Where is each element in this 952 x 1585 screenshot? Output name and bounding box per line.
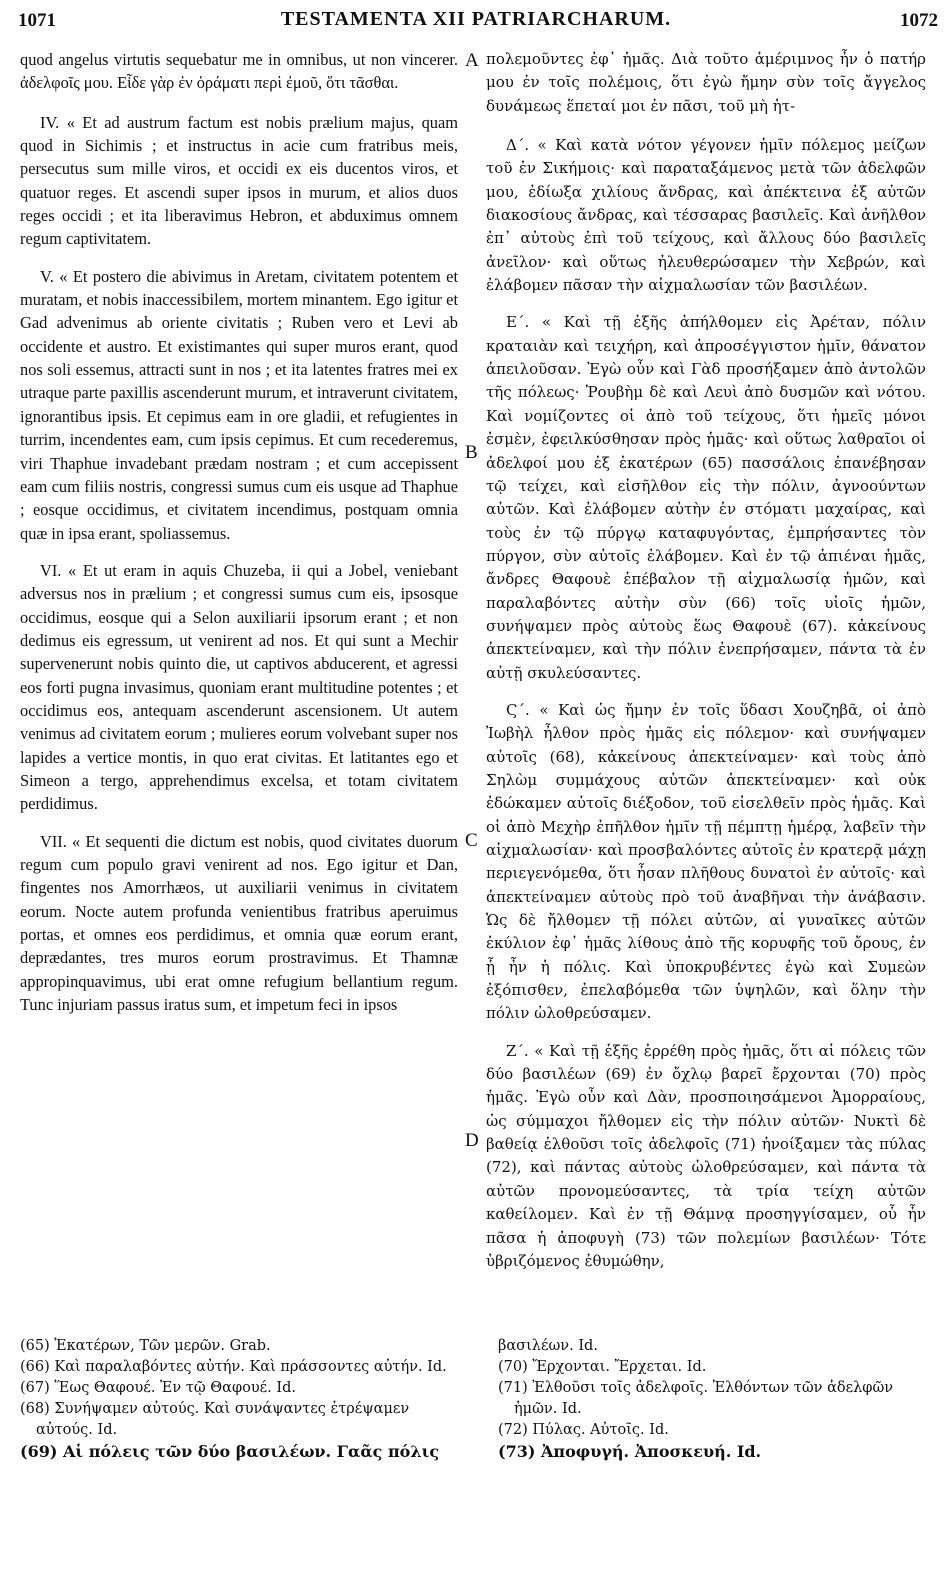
footnote-66: (66) Καὶ παραλαβόντες αὐτήν. Καὶ πράσσοντες αὐτήν. Id. — [20, 1359, 447, 1375]
footnote-68: (68) Συνήψαμεν αὐτούς. Καὶ συνάψαντες ἐτρέψαμεν αὐτούς. Id. — [20, 1401, 410, 1438]
footnote-65: (65) Ἑκατέρων, Τῶν μερῶν. Grab. — [20, 1338, 271, 1354]
latin-paragraph-iv: IV. « Et ad austrum factum est nobis prælium majus, quam quod in Sichimis ; et instructus in acie cum fratribus meis, persecutus sum mille viros, et occidi ex eis ducentos viros, et quatuor reges. Et ascendi super ipsos in murum, et alios duos reges occidi ; et ita liberavimus Hebron, et abduximus omnem regum captivitatem. — [20, 112, 458, 249]
page-header — [10, 6, 942, 36]
section-marker-c: C — [465, 830, 478, 851]
footnotes-right — [498, 1336, 928, 1462]
footnote-69: (69) Αἱ πόλεις τῶν δύο βασιλέων. Γαᾶς πόλις — [20, 1442, 440, 1461]
latin-column — [20, 48, 458, 1030]
footnote-70: (70) Ἔρχονται. Ἔρχεται. Id. — [498, 1359, 707, 1375]
greek-column — [486, 48, 926, 1287]
section-marker-b: B — [465, 442, 478, 463]
footnote-71: (71) Ἐλθοῦσι τοῖς ἀδελφοῖς. Ἐλθόντων τῶν ἀδελφῶν ἡμῶν. Id. — [498, 1380, 894, 1417]
greek-paragraph-5: Ε΄. « Καὶ τῇ ἐξῆς ἀπήλθομεν εἰς Ἀρέταν, πόλιν κραταιὰν καὶ τειχήρη, καὶ ἀπροσέγγιστον ἡμῖν, θάνατον ἀπειλοῦσαν. Ἐγὼ οὖν καὶ Γὰδ προσήξαμεν ἀπὸ ἀντολῶν τῆς πόλεως· Ῥουβὴμ δὲ καὶ Λευὶ ἀπὸ δυσμῶν καὶ νότου. Καὶ νομίζοντες οἱ ἀπὸ τοῦ τείχους, ὅτι ἡμεῖς μόνοι ἐσμὲν, ἐφειλκύσθησαν πρὸς ἡμᾶς· καὶ οὕτως λαθραῖοι οἱ ἀδελφοί μου ἐξ ἑκατέρων (65) πασσάλοις ἐπανέβησαν τῷ τείχει, καὶ εἰσῆλθον εἰς τὴν πόλιν, ἀγνοούντων αὐτῶν. Καὶ ἐλάβομεν αὐτὴν ἐν στόματι μαχαίρας, καὶ τοὺς ἐν τῷ πύργῳ καταφυγόντας, ἐμπρήσαντες τὸν πύργον, σὺν αὐτοῖς ἐλάβομεν. Καὶ ἐν τῷ ἀπιέναι ἡμᾶς, ἄνδρες Θαφουὲ ἐπέβαλον τῇ αἰχμαλωσίᾳ ἡμῶν, καὶ παραλαβόντες αὐτὴν σὺν (66) τοῖς υἱοῖς ἡμῶν, συνήψαμεν πρὸς αὐτοὺς ἕως Θαφουὲ (67). κἀκείνους ἀπεκτείναμεν, καὶ τὴν πόλιν ἐνεπρήσαμεν, πάντα τὰ ἐν αὐτῇ σκυλεύσαντες. — [486, 313, 926, 682]
page-number-right: 1072 — [900, 10, 938, 31]
footnote-67: (67) Ἕως Θαφουέ. Ἐν τῷ Θαφουέ. Id. — [20, 1380, 297, 1396]
latin-paragraph-vii: VII. « Et sequenti die dictum est nobis, quod civitates duorum regum cum populo gravi venirent ad nos. Ego igitur et Dan, fingentes nos Amorrhæos, ut auxiliarii venimus in civitatem eorum. Nocte autem profunda venientibus fratribus aperuimus portas, et omnes eos perdidimus, et omnia quæ eorum erant, deprædantes, tres muros eorum prostravimus. Et Thamnæ appropinquavimus, ubi erat omne refugium bellantium regum. Tunc injuriam passus iratus sum, et impetum feci in ipsos — [20, 831, 458, 1015]
section-marker-d: D — [465, 1130, 479, 1151]
running-title: TESTAMENTA XII PATRIARCHARUM. — [280, 8, 672, 30]
greek-paragraph-4: Δ΄. « Καὶ κατὰ νότον γέγονεν ἡμῖν πόλεμος μείζων τοῦ ἐν Σικήμοις· καὶ παραταξάμενος μετὰ τῶν ἀδελφῶν μου, ἐδίωξα χιλίους ἄνδρας, καὶ ἀπέκτεινα ἐξ αὐτῶν διακοσίους ἄνδρας, καὶ τέσσαρας βασιλεῖς. Καὶ ἀνῆλθον ἐπ᾽ αὐτοὺς ἐπὶ τοῦ τείχους, καὶ ἄλλους δύο βασιλεῖς ἀνεῖλον· καὶ οὕτως ἠλευθερώσαμεν τὴν Χεβρών, καὶ ἐλάβομεν πᾶσαν τὴν αἰχμαλωσίαν τῶν βασιλέων. — [486, 136, 926, 295]
latin-paragraph-v: V. « Et postero die abivimus in Aretam, civitatem potentem et muratam, et nobis inaccessibilem, mortem minantem. Ego igitur et Gad advenimus ab oriente civitatis ; Ruben vero et Levi ab occidente et austro. Et existimantes qui super muros erant, quod nos soli essemus, attracti sunt in nos ; et ita latentes fratres mei ex utraque parte paxillis ascenderunt murum, et intraverunt civitatem, ignorantibus ipsis. Et cepimus eam in ore gladii, et refugientes in turrim, incendentes eam, cum ipsis cepimus. Et cum recederemus, viri Thaphue invadebant prædam nostram ; et cum accepissent eam cum filiis nostris, congressi sumus cum eis usque ad Thaphue ; eosque occidimus, et civitatem incendimus, postquam omnia quæ in ipsa erant, spoliassemus. — [20, 266, 458, 543]
greek-paragraph-6: Ϛ΄. « Καὶ ὡς ἤμην ἐν τοῖς ὕδασι Χουζηβᾶ, οἱ ἀπὸ Ἰωβὴλ ἦλθον πρὸς ἡμᾶς εἰς πόλεμον· καὶ συνήψαμεν αὐτοῖς (68), κἀκείνους ἀπεκτείναμεν· καὶ τοὺς ἀπὸ Σηλὼμ συμμάχους αὐτῶν ἀπεκτείναμεν· καὶ οὐκ ἐδώκαμεν αὐτοῖς διέξοδον, τοῦ εἰσελθεῖν πρὸς ἡμᾶς. Καὶ οἱ ἀπὸ Μεχὴρ ἐπῆλθον ἡμῖν τῇ πέμπτῃ ἡμέρᾳ, λαβεῖν τὴν αἰχμαλωσίαν· καὶ προσβαλόντες αὐτοῖς ἐν κρατερᾷ μάχῃ περιεγενόμεθα, ὅτι ἦσαν πλῆθους δυνατοὶ ἐν αὐτοῖς· καὶ ἀπεκτείναμεν αὐτοὺς πρὸ τοῦ ἀναβῆναι τὴν ἀνάβασιν. Ὡς δὲ ἤλθομεν τῇ πόλει αὐτῶν, αἱ γυναῖκες αὐτῶν ἐκύλιον ἐφ᾽ ἡμᾶς λίθους ἀπὸ τῆς κορυφῆς τοῦ ὄρους, ἐν ᾗ ἦν ἡ πόλις. Καὶ ὑποκρυβέντες ἐγὼ καὶ Συμεὼν ἐξόπισθεν, ἐπελαβόμεθα τῶν ὑψηλῶν, καὶ ὅλην τὴν πόλιν ὠλοθρεύσαμεν. — [486, 700, 926, 1023]
footnotes-left — [20, 1336, 458, 1462]
greek-paragraph-7: Ζ΄. « Καὶ τῇ ἐξῆς ἐρρέθη πρὸς ἡμᾶς, ὅτι αἱ πόλεις τῶν δύο βασιλέων (69) ἐν ὄχλῳ βαρεῖ ἔρχονται (70) πρὸς ἡμᾶς. Ἐγὼ οὖν καὶ Δὰν, προσποιησάμενοι Ἀμορραίους, ὡς σύμμαχοι ἤλθομεν εἰς τὴν πόλιν αὐτῶν· Νυκτὶ δὲ βαθείᾳ ἐλθοῦσι τοῖς ἀδελφοῖς (71) ἠνοίξαμεν τὰς πύλας (72), καὶ πάντας αὐτοὺς ὠλοθρεύσαμεν, καὶ πάντα τὰ αὐτῶν προνομεύσαντες, τὰ τρία τείχη αὐτῶν καθείλομεν. Καὶ ἐν τῇ Θάμνᾳ προσηγγίσαμεν, οὗ ἦν πᾶσα ἡ ἀποφυγὴ (73) τῶν πολεμίων βασιλέων· Τότε ὑβριζόμενος ἐθυμώθην, — [486, 1041, 926, 1270]
section-marker-a: A — [465, 50, 479, 71]
footnote-73: (73) Ἀποφυγή. Ἀποσκευή. Id. — [498, 1442, 762, 1461]
footnote-72: (72) Πύλας. Αὐτοῖς. Id. — [498, 1422, 669, 1438]
footnote-69-continued: βασιλέων. Id. — [498, 1338, 598, 1354]
latin-paragraph-vi: VI. « Et ut eram in aquis Chuzeba, ii qui a Jobel, veniebant adversus nos in prælium ; et congressi sumus cum eis, ipsosque occidimus, eosque qui a Selon auxiliarii ipsorum erant ; et non dedimus eis egressum, ut venirent ad nos. Et qui sunt a Mechir supervenerunt nobis quinto die, ut captivos abducerent, et agressi eos forti pugna invasimus, quoniam erant multitudine potentes ; et occidimus eos, antequam ascenderunt ascensionem. Ut autem venimus ad civitatem eorum ; mulieres eorum volvebant super nos lapides a vertice montis, in quo erat civitas. Et latitantes ego et Simeon a tergo, apprehendimus excelsa, et totam civitatem perdidimus. — [20, 560, 458, 814]
latin-paragraph-intro: quod angelus virtutis sequebatur me in omnibus, ut non vincerer. ἀδελφοῖς μου. Εἶδε γὰρ ἐν ὁράματι περὶ ἐμοῦ, ὅτι τᾶσθαι. — [20, 50, 458, 93]
page-number-left: 1071 — [18, 10, 56, 31]
greek-paragraph-intro: πολεμοῦντες ἐφ᾽ ἡμᾶς. Διὰ τοῦτο ἀμέριμνος ἦν ὁ πατήρ μου ἐν τοῖς πολέμοις, ὅτι ἐγὼ ἤμην σὺν τοῖς ἄγγελος δυνάμεως ἕπεταί μοι ἐν πᾶσι, τοῦ μὴ ἡτ- — [486, 50, 926, 115]
